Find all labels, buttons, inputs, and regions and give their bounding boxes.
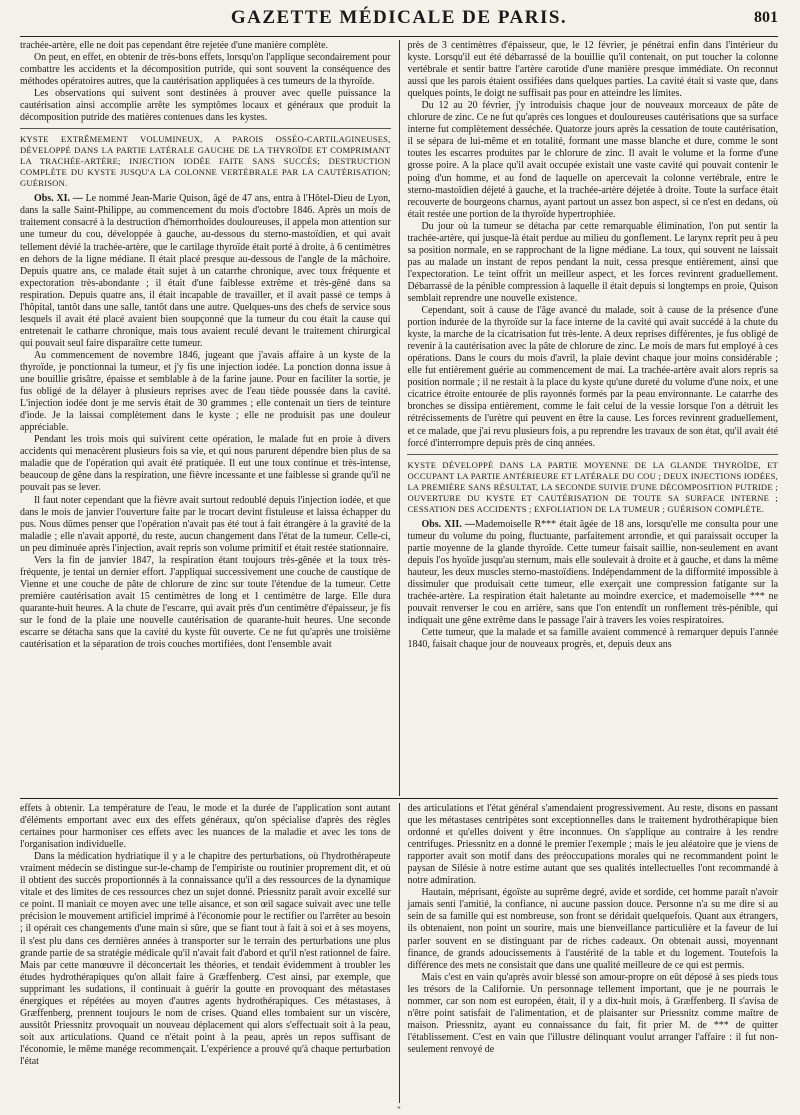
paragraph: Hautain, méprisant, égoïste au suprême degré, avide et sordide, cet homme paraît n'avoir jamais senti l'amitié, la confiance, ni aucune passion douce. Personne n'a su me dire si au sein de sa famille qui est nombreuse, son front se déridait quelquefois. Quant aux étrangers, ils obtenaient, non point un sourire, mais une bienveillance particulière et la faveur de lui parler souvent en se distinguant par de riches cadeaux. On obtenait aussi, moyennant finance, de grands adoucissements à l'austérité de la table et du logement. Toutefois la différence des mets ne consistait que dans une qualité meilleure de ce qui est permis. bbox=[407, 887, 778, 971]
observation-text: Mademoiselle R*** était âgée de 18 ans, lorsqu'elle me consulta pour une tumeur du volume du poing, fluctuante, parfaitement arrondie, et qui paraissait occuper la partie moyenne de la glande thyroïde. Cette tumeur faisait saillie, non-seulement en avant depuis l'os hyoïde jusqu'au sternum, mais elle soulevait à droite et à gauche, et dans la même hauteur, les deux muscles sterno-mastoïdiens. Indépendamment de la difformité impossible à dissimuler que produisait cette tumeur, elle exerçait une compression fatigante sur la trachée-artère. La respiration était haletante au moindre exercice, et mademoiselle *** ne pouvait renverser le cou en arrière, sans que l'on entendît un ronflement très-pénible, qui indiquait une gêne extrême dans le passage l'air à travers les voies respiratoires. bbox=[407, 518, 778, 626]
column-rule bbox=[399, 40, 400, 796]
paragraph: Du 12 au 20 février, j'y introduisis chaque jour de nouveaux morceaux de pâte de chlorure de zinc. Ce ne fut qu'après ces longues et douloureuses cautérisations que sa surface interne fut complètement desséchée. Quatorze jours après la cessation de toute cautérisation, il se sépara de lui-même et en totalité, formant une masse blanche et dure, comme le sont toutes les escarres produites par le chlorure de zinc. Il avait le volume et la forme d'une grosse poire. A la place qu'il avait occupée existait une vaste cavité qui pouvait contenir le poing d'un homme, et au fond de laquelle on apercevait la colonne vertébrale, entre le sterno-mastoïdien déjeté à gauche, et la trachée-artère déjetée à droite. Toute la surface était recouverte de bourgeons charnus, ayant partout un assez bon aspect, si ce n'est en dedans, où était restée une portion de la thyroïde hypertrophiée. bbox=[407, 100, 778, 220]
paragraph: On peut, en effet, en obtenir de très-bons effets, lorsqu'on l'applique secondairement pour combattre les accidents et la décomposition putride, qui sont souvent la conséquence des méthodes opératoires autres, que la cautérisation appliquées à ces tumeurs de la thyroïde. bbox=[20, 52, 391, 88]
observation-label: Obs. XI. — bbox=[34, 193, 83, 205]
journal-title: GAZETTE MÉDICALE DE PARIS. bbox=[230, 7, 568, 28]
top-section bbox=[20, 40, 778, 796]
bottom-right-column bbox=[407, 803, 778, 1103]
paragraph: Les observations qui suivent sont destinées à prouver avec quelle puissance la cautérisation ainsi accomplie arrête les symptômes locaux et généraux que produit la décomposition putride des matières contenues dans les kystes. bbox=[20, 88, 391, 124]
paragraph: des articulations et l'état général s'amendaient progressivement. Au reste, disons en passant que les métastases centripètes sont exceptionnelles dans le traitement hydrothérapique bien ordonné et qu'elles doivent y être inconnues. On s'applique au contraire à les rendre centrifuges. Priessnitz en a donné le premier l'exemple ; mais le jeu aléatoire que je viens de rapporter avait son motif dans des préoccupations morales qui ne recommandent point le paysan de Silésie à notre estime autant que ses qualités intellectuelles l'ont recommandé à notre admiration. bbox=[407, 803, 778, 887]
paragraph: Il faut noter cependant que la fièvre avait surtout redoublé depuis l'injection iodée, et que dans le mois de janvier l'ouverture faite par le trocart devint fistuleuse et laissa échapper du pus. Nous dûmes penser que l'opération n'avait pas été tout à fait étrangère à la gravité de la maladie ; elle n'avait apporté, du reste, aucun changement dans l'état de la tumeur. Celle-ci, un peu diminuée après l'injection, avait repris son volume primitif et était restée stationnaire. bbox=[20, 494, 391, 554]
observation-paragraph bbox=[20, 193, 391, 350]
bottom-section bbox=[20, 803, 778, 1103]
observation-text: Le nommé Jean-Marie Quison, âgé de 47 ans, entra à l'Hôtel-Dieu de Lyon, dans la salle Saint-Philippe, au commencement du mois d'octobre 1846. Après un mois de traitement consacré à la destruction d'hémorrhoïdes douloureuses, il appela mon attention sur une tumeur du cou, développée à gauche, au-dessous du sterno-mastoïdien, et qui avait tellement dévié la trachée-artère, que le cartilage thyroïde était porté à droite, à 6 centimètres en dehors de la ligne médiane. Il était placé presque au-dessous de l'angle de la mâchoire. Depuis quatre ans, ce malade était sujet à un catarrhe chronique, avec toux fréquente et expectoration très-abondante ; il était d'une faiblesse extrême et très-gêné dans sa respiration. Depuis quatre ans, il était incapable de travailler, et il avait passé ce temps à l'hôpital, tantôt dans une salle, tantôt dans une autre. Quelques-uns des chefs de service sous lesquels il avait été placé avaient bien soupçonné que la tumeur du cou était la cause qui entretenait le catharre chronique, mais tous avaient reculé devant le traitement chirurgical qui pouvait seul faire disparaître cette tumeur. bbox=[20, 193, 391, 349]
paragraph: Mais c'est en vain qu'après avoir blessé son amour-propre on eût déposé à ses pieds tous les trésors de la Californie. Un personnage tellement important, que je ne pourrais le nommer, car son nom est européen, était, il y a dix-huit mois, à Græffenberg. Il s'avisa de n'être point satisfait de l'alimentation, et de plaisanter sur Priessnitz comme maître de maison. Priessnitz, ayant eu connaissance du fait, fit prier M. de *** de quitter l'établissement. C'est en vain que l'illustre délinquant voulut arranger l'affaire : il fut non-seulement renvoyé de bbox=[407, 971, 778, 1055]
paragraph: effets à obtenir. La température de l'eau, le mode et la durée de l'application sont autant d'éléments emportant avec eux des effets généraux, qu'on spécialise d'après des règles certaines pour harmoniser ces effets avec les nuances de la maladie et avec les tons de l'organisation individuelle. bbox=[20, 803, 391, 851]
paragraph: Dans la médication hydriatique il y a le chapitre des perturbations, où l'hydrothérapeute vraiment médecin se distingue sur-le-champ de l'empiriste ou routinier proprement dit, et où il obtient des succès proportionnés à la connaissance qu'il a des ressources de la dynamique vitale et des limites de ces ressources chez un sujet donné. Priessnitz paraît avoir excellé sur ce point. Il maniait ce moyen avec une telle aisance, et son œil sagace suivait avec une telle précision le mouvement artificiel imprimé à l'économie pour le rectifier ou l'arrêter au besoin ; il opérait ces changements d'une main si sûre, que se fiant tout à fait à soi et à ses moyens, il s'est plu dans ces dernières années à transporter sur le terrain des perturbations une plus grande partie de sa stratégie médicale qu'il n'avait fait d'abord et qu'il n'est rationnel de faire. Mais par cette manœuvre il déconcertait les théories, et tendait évidemment à troubler les études hydrothérapiques qu'on allait faire à Græffenberg. C'est ainsi, par exemple, que supprimant les sudations, il continuait à guérir la goutte en provoquant des métastases énergiques et répétées au moyen d'autres agents hydrothérapiques. Ces métastases, à Græffenberg, prennent toujours le nom de crises. Quand elles tombaient sur un viscère, aussitôt Priessnitz provoquait un nouveau déplacement qui alors s'effectuait soit à la peau, soit aux articulations. Quand ce n'était point à la peau, après un repos suffisant de l'économie, le même manége recommençait. L'expérience a prouvé qu'à chaque perturbation l'état bbox=[20, 851, 391, 1067]
column-rule bbox=[399, 803, 400, 1103]
page-number: 801 bbox=[754, 9, 778, 26]
footer-mark: " bbox=[397, 1105, 401, 1115]
observation-label: Obs. XII. — bbox=[421, 518, 475, 530]
paragraph: près de 3 centimètres d'épaisseur, que, le 12 février, je pénétrai enfin dans l'intérieur du kyste. Lorsqu'il eut été débarrassé de la bouillie qu'il contenait, on put toucher la colonne vertébrale et sentir battre l'artère carotide d'une manière presque immédiate. On reconnut aussi que les parois étaient ossifiées dans quelques parties. La cavité était si vaste que, dans quelques points, le doigt ne suffisait pas pour en atteindre les limites. bbox=[407, 40, 778, 100]
divider bbox=[20, 128, 391, 129]
paragraph: Vers la fin de janvier 1847, la respiration étant toujours très-gênée et la toux très-fréquente, je tentai un dernier effort. J'appliquai successivement une couche de caustique de Vienne et une couche de pâte de chlorure de zinc sur toute l'étendue de la tumeur. Cette première cautérisation avait 15 centimètres de long et 1 centimètre de large. Elle dura quarante-huit heures. A la chute de l'escarre, qui avait près d'un centimètre d'épaisseur, je fis sur le fond de la plaie une nouvelle cautérisation de quarante-huit heures. Une seconde escarre se détacha sans que la cavité du kyste fût ouverte. Ce ne fut qu'après une troisième cautérisation et la séparation de trois couches mortifiées, dont l'ensemble avait bbox=[20, 554, 391, 651]
case-heading: KYSTE DÉVELOPPÉ DANS LA PARTIE MOYENNE DE LA GLANDE THYROÏDE, ET OCCUPANT LA PARTIE ANTÉRIEURE ET LATÉRALE DU COU ; DEUX INJECTIONS IODÉES, LA PREMIÈRE SANS RÉSULTAT, LA SECONDE SUIVIE D'UNE DÉCOMPOSITION PUTRIDE ; OUVERTURE DU KYSTE ET CAUTÉRISATION DE TOUTE SA SURFACE INTERNE ; CESSATION DES ACCIDENTS ; EXFOLIATION DE LA TUMEUR ; GUÉRISON COMPLÈTE. bbox=[407, 459, 778, 514]
page-header bbox=[20, 0, 778, 37]
section-separator bbox=[20, 798, 778, 799]
paragraph: Du jour où la tumeur se détacha par cette remarquable élimination, l'on put sentir la trachée-artère, qui jusque-là était perdue au milieu du gonflement. Le larynx reprit peu à peu sa position normale, en se rapprochant de la ligne médiane. La toux, qui souvent ne laissait pas au malade un instant de repos pendant la nuit, cessa presque entièrement, ainsi que l'expectoration. Le teint offrit un meilleur aspect, et les forces revinrent graduellement. Débarrassé de la pénible compression à laquelle il était depuis si longtemps en proie, Quison semblait reprendre une nouvelle existence. bbox=[407, 220, 778, 304]
top-left-column bbox=[20, 40, 391, 796]
paragraph: Cette tumeur, que la malade et sa famille avaient commencé à remarquer depuis l'année 1840, faisait chaque jour de nouveaux progrès, et, depuis deux ans bbox=[407, 627, 778, 651]
paragraph: Cependant, soit à cause de l'âge avancé du malade, soit à cause de la présence d'une portion indurée de la thyroïde sur la face interne de la cavité qui avait succédé à la chute du kyste, la marche de la cicatrisation fut très-lente. A deux reprises différentes, je fus obligé de revenir à la cautérisation avec la pâte de chlorure de zinc. Le mois de mars fut employé à ces opérations. Dans le cours du mois d'avril, la plaie devint chaque jour moins considérable ; elle fut entièrement guérie au commencement de mai. La trachée-artère avait alors repris sa position normale ; il ne restait à la place du kyste qu'une dureté du volume d'une noix, et une cicatrice étroite entourée de plis rayonnés formés par la peau environnante. Le catarrhe des bronches se dissipa entièrement, comme le fait celui de la vessie lorsque l'on a détruit les rétrécissements de l'urètre qui peuvent en être la cause. Les forces revinrent graduellement, et ce malade, que j'ai revu plusieurs fois, a pu reprendre les travaux de son état, qu'il avait été forcé d'interrompre depuis près de cinq années. bbox=[407, 305, 778, 449]
paragraph: Pendant les trois mois qui suivirent cette opération, le malade fut en proie à divers accidents qui menacèrent plusieurs fois sa vie, et qui nous parurent dépendre bien plus de sa maladie que de l'opération qui avait été pratiquée. Il eut une toux continue et très-intense, beaucoup de gêne dans la respiration, une fièvre incessante et une faiblesse si grande qu'il ne pouvait pas se lever. bbox=[20, 434, 391, 494]
bottom-left-column bbox=[20, 803, 391, 1103]
top-right-column bbox=[407, 40, 778, 796]
paragraph: Au commencement de novembre 1846, jugeant que j'avais affaire à un kyste de la thyroïde, je ponctionnai la tumeur, et j'y fis une injection iodée. La ponction donna issue à une bouillie grisâtre, épaisse et semblable à de la farine jaune. Pour en faciliter la sortie, je fus obligé de la délayer à plusieurs reprises avec de l'eau tiède poussée dans la cavité. L'injection iodée dont je me servis était de 30 grammes ; elle contenait un tiers de teinture d'iode. Je la laissai complètement dans le kyste ; elle ne produisit pas une douleur appréciable. bbox=[20, 349, 391, 434]
case-heading: KYSTE EXTRÊMEMENT VOLUMINEUX, A PAROIS OSSÉO-CARTILAGINEUSES, DÉVELOPPÉ DANS LA PARTIE LATÉRALE GAUCHE DE LA THYROÏDE ET COMPRIMANT LA TRACHÉE-ARTÈRE; INJECTION IODÉE FAITE SANS SUCCÈS; DESTRUCTION COMPLÈTE DU KYSTE JUSQU'A LA COLONNE VERTÉBRALE PAR LA CAUTÉRISATION; GUÉRISON. bbox=[20, 134, 391, 189]
divider bbox=[407, 454, 778, 455]
paragraph: trachée-artère, elle ne doit pas cependant être rejetée d'une manière complète. bbox=[20, 40, 329, 51]
observation-paragraph bbox=[407, 519, 778, 627]
